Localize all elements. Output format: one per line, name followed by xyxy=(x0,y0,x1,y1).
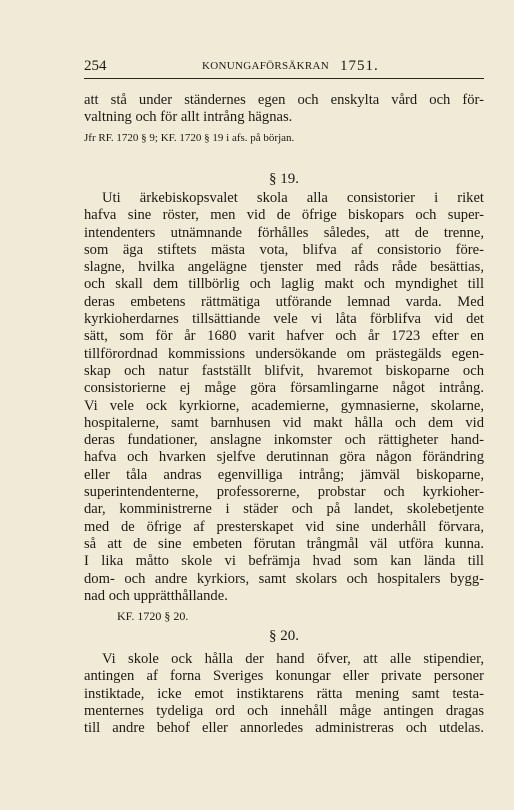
text-line: menternes tydeliga ord och innehåll måge antingen dragas xyxy=(84,702,484,719)
text-line: dom- och andre kyrkiors, samt skolars och hospitalers bygg- xyxy=(84,570,484,587)
section-19-heading: § 19. xyxy=(269,171,299,187)
text-line: Vi vele ock kyrkiorne, academierne, gymnasierne, skolarne, xyxy=(84,397,484,414)
text-line: consistorierne ej måge göra församlingarne något intrång. xyxy=(84,380,484,397)
text-line: kyrkioherdarnes tillsättiande vele vi låta förblifva vid det xyxy=(84,311,484,328)
text-line: skap och natur fastställt blifvit, hvaremot biskoparne och xyxy=(84,362,484,379)
text-line: deras embetens rättmätiga utförande lemnad varda. Med xyxy=(84,293,484,310)
text-line: och skall dem tillbörlig och laglig makt och myndighet till xyxy=(84,276,484,293)
text-line: som äga stiftets mästa vota, blifva af consistorio före- xyxy=(84,241,484,258)
section-20-heading: § 20. xyxy=(269,628,299,644)
text-line: sätt, som för år 1680 varit hafver och år 1723 efter en xyxy=(84,328,484,345)
text-line: Uti ärkebiskopsvalet skola alla consistorier i riket xyxy=(102,190,484,206)
text-line: nad och upprätthållande. xyxy=(84,587,228,604)
text-line: instiktade, icke emot instiktarens rätta mening samt testa- xyxy=(84,685,484,702)
reference-note: KF. 1720 § 20. xyxy=(117,609,189,624)
running-head: KONUNGAFÖRSÄKRAN xyxy=(202,60,330,72)
page-number: 254 xyxy=(84,58,107,74)
text-line: dar, komministrerne i städer och på landet, skolebetjente xyxy=(84,501,484,518)
text-line: med de öfrige af presterskapet vid sine underhåll förvara, xyxy=(84,518,484,535)
text-line: så att de sine embeten förutan trångmål väl utföra kunna. xyxy=(84,535,484,552)
text-line: till andre behof eller annorledes administreras och utdelas. xyxy=(84,720,484,737)
text-line: hafva och hvarken sjelfve derutinnan göra någon förändring xyxy=(84,449,484,466)
running-head-year: 1751. xyxy=(340,58,379,74)
section-19-paragraph xyxy=(84,190,484,624)
text-line: intendenters utnämnande förhålles således, att de trenne, xyxy=(84,224,484,241)
text-line: eller tåla andras egenvilliga intrång; jämväl biskoparne, xyxy=(84,466,484,483)
text-line: slagne, hvilka angelägne tjenster med råds råde besättias, xyxy=(84,259,484,276)
text-line: hospitalerne, samt barnhusen vid makt hålla och dem vid xyxy=(84,414,484,431)
intro-paragraph xyxy=(84,92,484,146)
text-line: att stå under ständernes egen och enskylta vård och för- xyxy=(84,92,484,108)
text-line: tillförordnad kommissions undersökande om prästegälds egen- xyxy=(84,345,484,362)
text-line: antingen af forna Sveriges konungar eller private personer xyxy=(84,668,484,685)
page-header xyxy=(84,58,484,79)
text-line: valtning och för allt intrång hägnas. xyxy=(84,109,293,126)
text-line: hafva sine röster, men vid de öfrige biskopars och super- xyxy=(84,207,484,224)
text-line: Vi skole ock hålla der hand öfver, att alle stipendier, xyxy=(102,651,484,667)
section-20-paragraph xyxy=(84,651,484,737)
text-line: I lika måtto skole vi befrämja hvad som kan lända till xyxy=(84,553,484,570)
text-line: deras fundationer, anslagne inkomster och rättigheter hand- xyxy=(84,432,484,449)
reference-note: Jfr RF. 1720 § 9; KF. 1720 § 19 i afs. på början. xyxy=(84,131,295,144)
text-line: superintendenterne, professorerne, probstar och kyrkioher- xyxy=(84,484,484,501)
